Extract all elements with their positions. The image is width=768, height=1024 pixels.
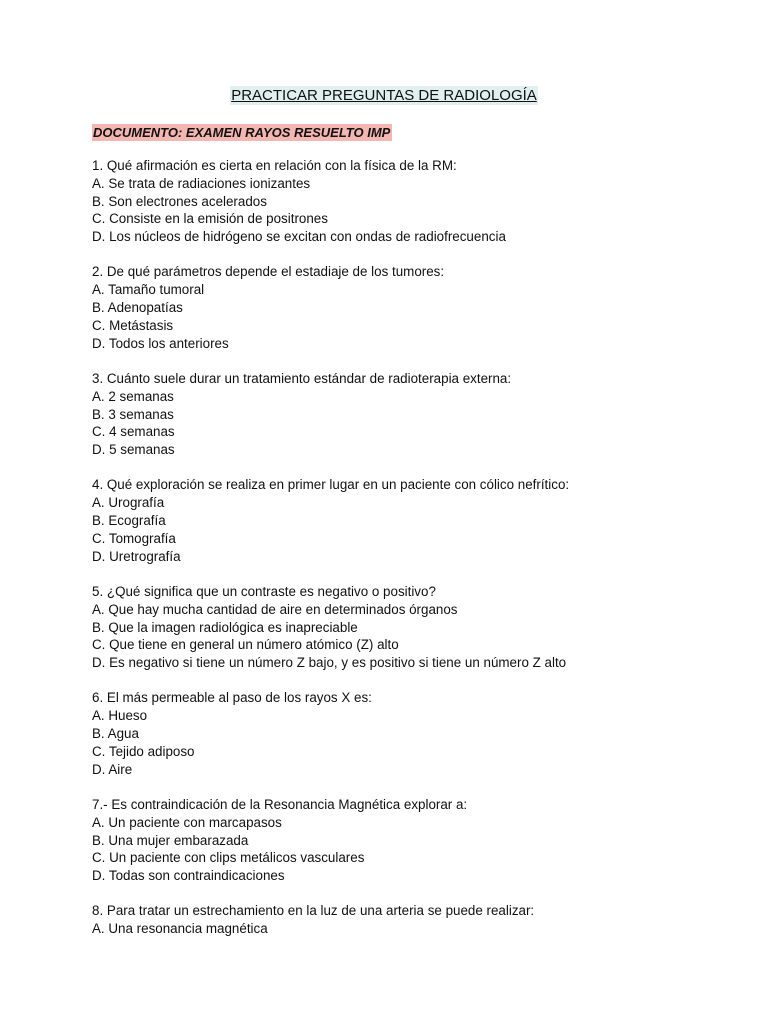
option-a: A. Un paciente con marcapasos [92, 814, 282, 830]
option-d: D. Todos los anteriores [92, 335, 229, 351]
option-d: D. Los núcleos de hidrógeno se excitan con ondas de radiofrecuencia [92, 229, 506, 245]
option-d: D. Es negativo si tiene un número Z bajo, y es positivo si tiene un número Z alto [92, 655, 567, 671]
option-d: D. 5 semanas [92, 442, 175, 458]
question-text: 3. Cuánto suele durar un tratamiento estándar de radioterapia externa: [92, 370, 512, 386]
option-a: A. Se trata de radiaciones ionizantes [92, 175, 311, 191]
question-text: 6. El más permeable al paso de los rayos X es: [92, 690, 372, 706]
question-block [92, 263, 732, 352]
option-c: C. Metástasis [92, 317, 174, 333]
question-text: 2. De qué parámetros depende el estadiaje de los tumores: [92, 264, 445, 280]
option-b: B. 3 semanas [92, 406, 174, 422]
question-text: 4. Qué exploración se realiza en primer lugar en un paciente con cólico nefrítico: [92, 477, 570, 493]
question-block [92, 796, 732, 885]
option-c: C. Que tiene en general un número atómico (Z) alto [92, 637, 399, 653]
question-text: 1. Qué afirmación es cierta en relación con la física de la RM: [92, 158, 457, 173]
question-block [92, 583, 732, 672]
option-c: C. Tomografía [92, 530, 176, 546]
question-text: 8. Para tratar un estrechamiento en la luz de una arteria se puede realizar: [92, 903, 535, 919]
question-block [92, 689, 732, 778]
option-b: B. Una mujer embarazada [92, 832, 249, 848]
option-b: B. Son electrones acelerados [92, 193, 267, 209]
option-a: A. Hueso [92, 708, 148, 724]
option-a: A. Una resonancia magnética [92, 921, 268, 937]
question-block [92, 370, 732, 459]
question-block [92, 476, 732, 565]
option-a: A. Tamaño tumoral [92, 282, 205, 298]
option-c: C. Consiste en la emisión de positrones [92, 211, 328, 227]
option-b: B. Ecografía [92, 513, 166, 529]
title-wrap [0, 86, 768, 105]
option-d: D. Uretrografía [92, 548, 181, 564]
option-a: A. Urografía [92, 495, 165, 511]
question-text: 5. ¿Qué significa que un contraste es negativo o positivo? [92, 583, 436, 599]
option-c: C. Un paciente con clips metálicos vasculares [92, 850, 365, 866]
question-text: 7.- Es contraindicación de la Resonancia Magnética explorar a: [92, 796, 468, 812]
option-d: D. Aire [92, 761, 133, 777]
option-c: C. Tejido adiposo [92, 743, 195, 759]
option-a: A. Que hay mucha cantidad de aire en determinados órganos [92, 601, 458, 617]
option-c: C. 4 semanas [92, 424, 175, 440]
question-list [92, 157, 732, 955]
option-d: D. Todas son contraindicaciones [92, 868, 285, 884]
question-block [92, 157, 732, 246]
option-b: B. Que la imagen radiológica es inapreciable [92, 619, 358, 635]
page-title: PRACTICAR PREGUNTAS DE RADIOLOGÍA [231, 87, 537, 104]
question-block [92, 902, 732, 938]
option-a: A. 2 semanas [92, 388, 174, 404]
option-b: B. Adenopatías [92, 300, 183, 316]
document-subtitle: DOCUMENTO: EXAMEN RAYOS RESUELTO IMP [93, 125, 391, 140]
option-b: B. Agua [92, 726, 139, 742]
